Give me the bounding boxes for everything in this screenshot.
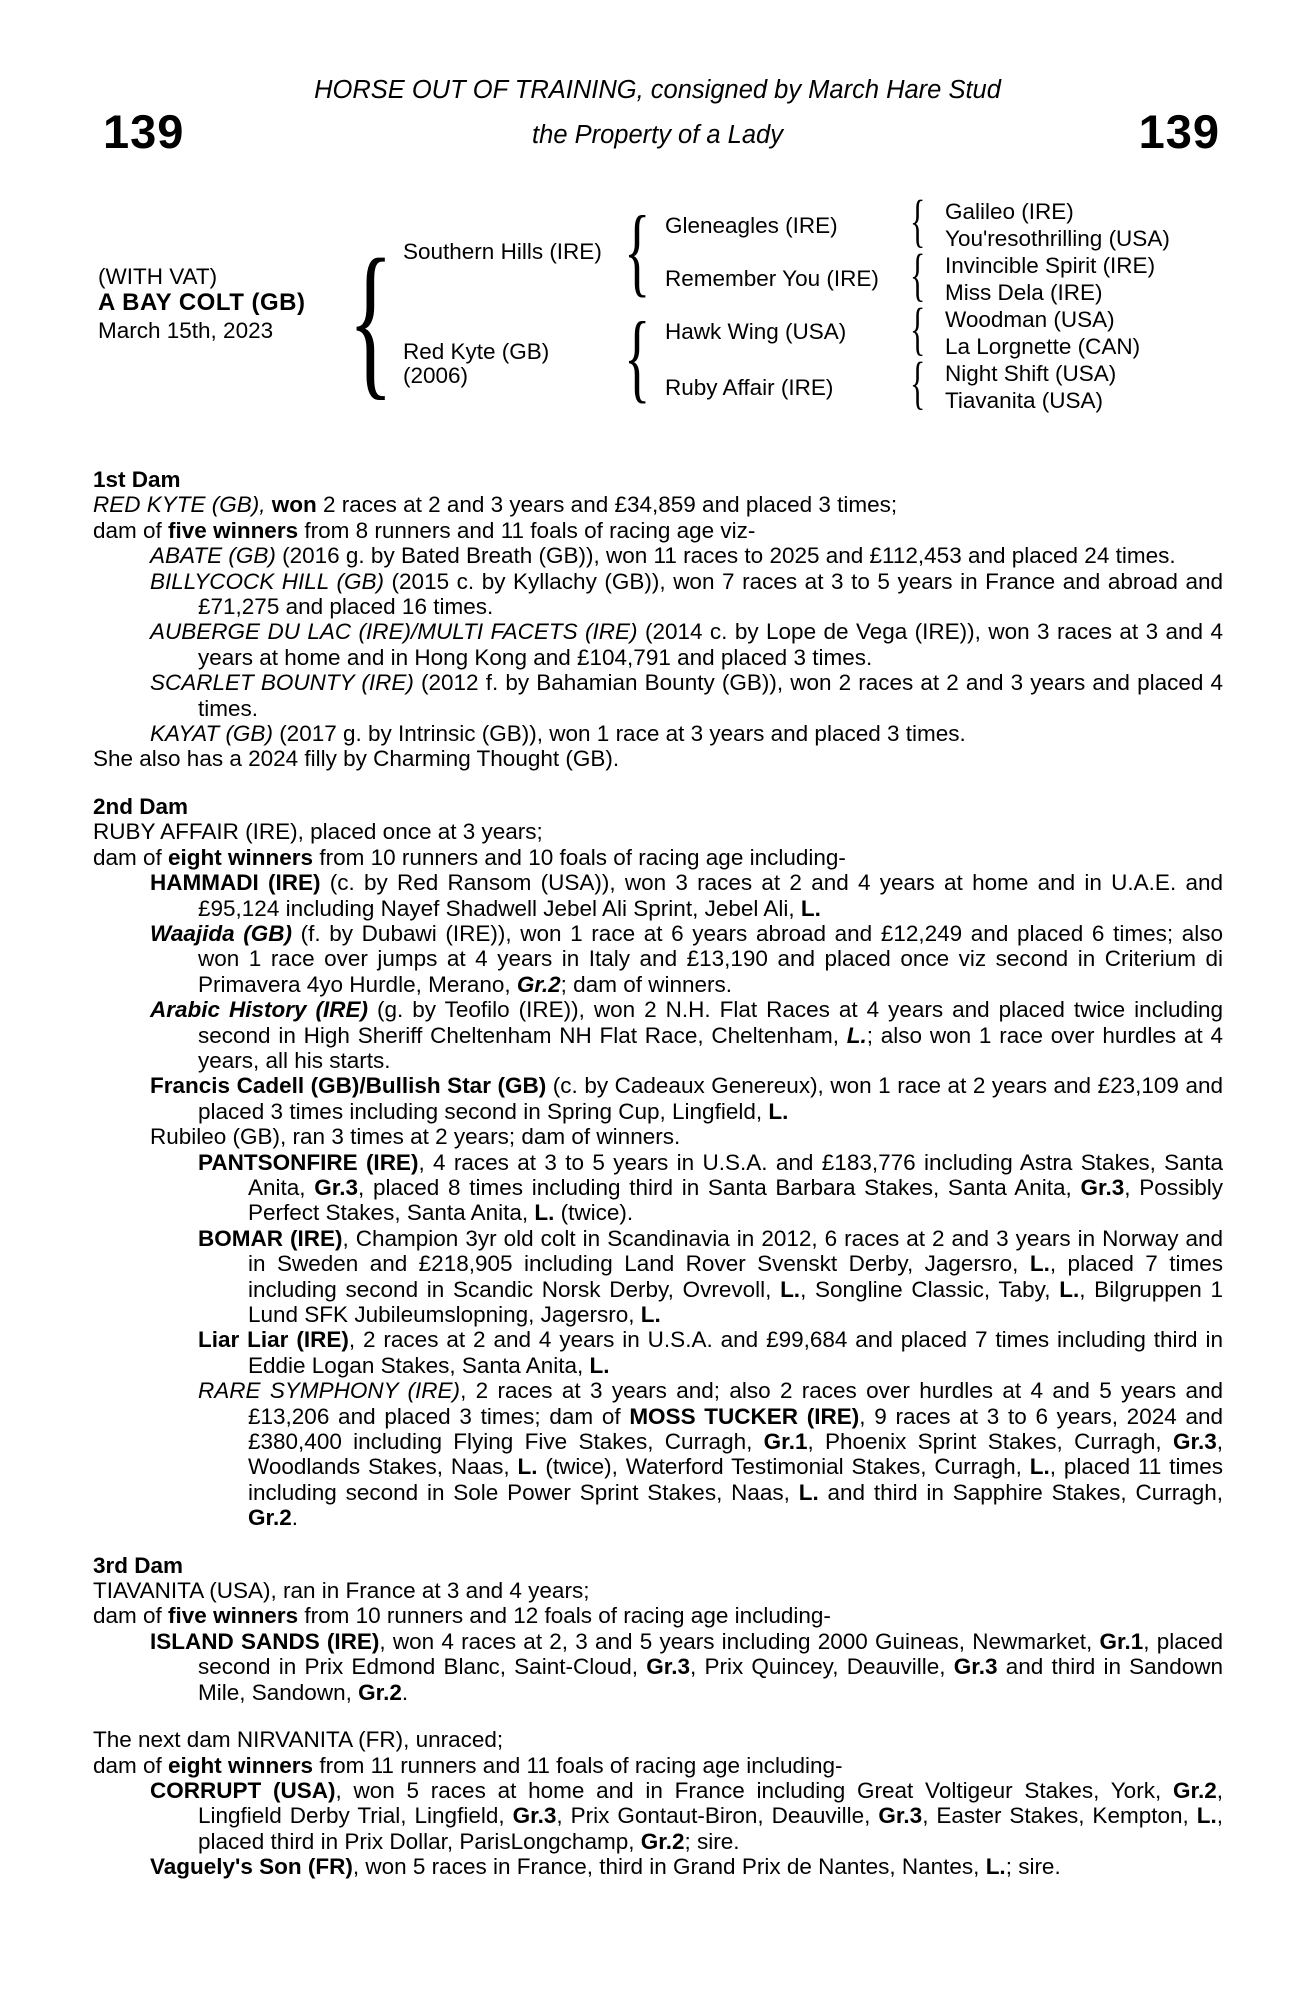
catalog-paragraph	[93, 1629, 1223, 1705]
plain-text: , 2 races at 2 and 4 years in U.S.A. and £99,684 and placed 7 times including third in Eddie Logan Stakes, Santa Anita,	[248, 1327, 1223, 1378]
plain-text: , placed 8 times including third in Santa Barbara Stakes, Santa Anita,	[358, 1174, 1081, 1200]
plain-text: (c. by Red Ransom (USA)), won 3 races at 2 and 4 years at home and in U.A.E. and £95,124 including Nayef Shadwell Jebel Ali Sprint, Jebel Ali,	[198, 870, 1223, 921]
plain-text: , Bilgruppen 1 Lund SFK Jubileumslopning, Jagersro,	[248, 1276, 1223, 1327]
plain-text: RUBY AFFAIR (IRE), placed once at 3 years;	[93, 819, 543, 845]
dam-name: Red Kyte (GB)	[403, 339, 550, 364]
plain-text: Rubileo (GB), ran 3 times at 2 years; dam of winners.	[150, 1124, 681, 1150]
great-grandparent-2: You'resothrilling (USA)	[945, 226, 1170, 251]
emphasized-text: L.	[640, 1302, 661, 1327]
emphasized-text: Arabic History (IRE)	[150, 997, 369, 1023]
emphasized-text: SCARLET BOUNTY (IRE)	[150, 670, 414, 696]
emphasized-text: Gr.1	[763, 1429, 808, 1455]
great-grandparent-3: Invincible Spirit (IRE)	[945, 253, 1156, 278]
catalog-paragraph	[93, 746, 1223, 771]
great-grandparent-1: Galileo (IRE)	[945, 199, 1074, 224]
sire-dam: Remember You (IRE)	[665, 266, 879, 291]
plain-text: and third in Sapphire Stakes, Curragh,	[818, 1479, 1223, 1505]
lot-number-right: 139	[1138, 105, 1220, 158]
plain-text: She also has a 2024 filly by Charming Thought (GB).	[93, 746, 620, 772]
plain-text: The next dam NIRVANITA (FR), unraced;	[93, 1727, 504, 1753]
emphasized-text: L.	[800, 895, 821, 921]
dam-section	[93, 1553, 1223, 1705]
plain-text: , 2 races at 3 years and; also 2 races over hurdles at 4 and 5 years and £13,206 and placed 3 times; dam of	[248, 1378, 1223, 1429]
pedigree-brace-main: {	[348, 225, 394, 415]
emphasized-text: Gr.1	[1099, 1628, 1144, 1654]
emphasized-text: BILLYCOCK HILL (GB)	[150, 568, 384, 594]
plain-text: (twice).	[554, 1200, 634, 1226]
catalog-paragraph	[93, 1124, 1223, 1149]
emphasized-text: Gr.3	[314, 1174, 359, 1200]
plain-text: (2012 f. by Bahamian Bounty (GB)), won 2 races at 2 and 3 years and placed 4 times.	[198, 670, 1224, 721]
emphasized-text: L.	[768, 1098, 789, 1124]
plain-text: , 9 races at 3 to 6 years, 2024 and £380,400 including Flying Five Stakes, Curragh,	[248, 1403, 1223, 1455]
plain-text: , placed third in Prix Dollar, ParisLongchamp,	[198, 1803, 1223, 1854]
catalog-paragraph	[93, 543, 1223, 568]
plain-text: (2016 g. by Bated Breath (GB)), won 11 races to 2025 and £112,453 and placed 24 times.	[275, 543, 1176, 569]
plain-text: ; sire.	[1005, 1854, 1061, 1880]
emphasized-text: Waajida (GB)	[150, 920, 292, 946]
plain-text: ; sire.	[684, 1828, 740, 1854]
plain-text: , Prix Gontaut-Biron, Deauville,	[556, 1803, 879, 1829]
emphasized-text: L.	[1059, 1276, 1080, 1302]
catalog-paragraph	[93, 1150, 1223, 1226]
emphasized-text: CORRUPT (USA)	[150, 1777, 336, 1803]
plain-text: .	[291, 1505, 299, 1531]
catalog-paragraph	[93, 670, 1223, 721]
plain-text: from 11 runners and 11 foals of racing age including-	[313, 1752, 843, 1778]
catalog-paragraph	[93, 1327, 1223, 1378]
emphasized-text: L.	[1029, 1454, 1050, 1480]
pedigree-brace-gg2: {	[910, 242, 926, 307]
plain-text: , Phoenix Sprint Stakes, Curragh,	[807, 1429, 1173, 1455]
plain-text: dam of	[93, 1752, 169, 1778]
emphasized-text: L.	[1196, 1803, 1217, 1829]
great-grandparent-5: Woodman (USA)	[945, 307, 1115, 332]
plain-text: , placed second in Prix Edmond Blanc, Saint-Cloud,	[198, 1628, 1223, 1680]
catalog-paragraph	[93, 1778, 1223, 1854]
emphasized-text: Gr.2	[248, 1505, 292, 1531]
catalog-paragraph	[93, 1753, 1223, 1778]
plain-text: from 10 runners and 10 foals of racing age including-	[313, 844, 846, 870]
emphasized-text: Gr.2	[516, 971, 561, 997]
emphasized-text: MOSS TUCKER (IRE)	[629, 1403, 860, 1429]
plain-text: (twice), Waterford Testimonial Stakes, Curragh,	[537, 1454, 1030, 1480]
plain-text: from 10 runners and 12 foals of racing age including-	[298, 1603, 831, 1629]
plain-text: , won 5 races at home and in France including Great Voltigeur Stakes, York,	[335, 1777, 1173, 1803]
catalog-paragraph	[93, 845, 1223, 870]
property-line: the Property of a Lady	[532, 121, 783, 149]
great-grandparent-8: Tiavanita (USA)	[945, 388, 1103, 413]
emphasized-text: eight winners	[168, 844, 314, 870]
plain-text: (c. by Cadeaux Genereux), won 1 race at 2 years and £23,109 and placed 3 times including second in Spring Cup, Lingfield,	[198, 1073, 1223, 1124]
catalog-paragraph	[93, 870, 1223, 921]
catalog-paragraph	[93, 1603, 1223, 1628]
vat-note: (WITH VAT)	[98, 264, 218, 289]
emphasized-text: BOMAR (IRE)	[198, 1225, 343, 1251]
great-grandparent-7: Night Shift (USA)	[945, 361, 1117, 386]
emphasized-text: five winners	[168, 1603, 299, 1629]
emphasized-text: RARE SYMPHONY (IRE)	[198, 1378, 461, 1404]
catalog-paragraph	[93, 492, 1223, 517]
plain-text: ; dam of winners.	[560, 971, 732, 997]
dam-dam: Ruby Affair (IRE)	[665, 375, 834, 400]
section-heading: 3rd Dam	[93, 1552, 184, 1578]
emphasized-text: L.	[846, 1022, 867, 1048]
plain-text: , Songline Classic, Taby,	[800, 1276, 1060, 1302]
emphasized-text: Vaguely's Son (FR)	[150, 1854, 353, 1880]
plain-text: TIAVANITA (USA), ran in France at 3 and 4 years;	[93, 1578, 590, 1604]
emphasized-text: L.	[1029, 1251, 1050, 1277]
catalog-paragraph	[93, 1226, 1223, 1328]
catalog-paragraph	[93, 721, 1223, 746]
emphasized-text: Liar Liar (IRE)	[198, 1327, 349, 1353]
plain-text: .	[401, 1679, 409, 1705]
plain-text: , placed 7 times including second in Scandic Norsk Derby, Ovrevoll,	[248, 1251, 1224, 1302]
lot-number-left: 139	[103, 105, 185, 158]
catalog-sections	[93, 467, 1223, 1880]
dam-section	[93, 794, 1223, 1531]
plain-text: , Woodlands Stakes, Naas,	[248, 1429, 1223, 1480]
emphasized-text: KAYAT (GB)	[150, 721, 273, 747]
pedigree-brace-gg1: {	[910, 188, 926, 253]
catalog-paragraph	[93, 819, 1223, 844]
section-heading: 1st Dam	[93, 467, 181, 492]
plain-text: , 4 races at 3 to 5 years in U.S.A. and £183,776 including Astra Stakes, Santa Anita,	[248, 1149, 1223, 1200]
dam-section	[93, 467, 1223, 772]
plain-text: (f. by Dubawi (IRE)), won 1 race at 6 years abroad and £12,249 and placed 6 times; also won 1 race over jumps at 4 years in Italy and £13,190 and placed once viz second in Criterium di Primavera 4yo Hurdle, Merano,	[198, 920, 1223, 997]
emphasized-text: five winners	[168, 517, 299, 543]
plain-text: from 8 runners and 11 foals of racing age viz-	[298, 517, 756, 543]
emphasized-text: Gr.3	[878, 1803, 923, 1829]
emphasized-text: Francis Cadell (GB)/Bullish Star (GB)	[150, 1073, 547, 1099]
sire-name: Southern Hills (IRE)	[403, 239, 602, 264]
catalog-paragraph	[93, 619, 1223, 670]
catalog-paragraph	[93, 1727, 1223, 1752]
plain-text: dam of	[93, 1603, 169, 1629]
pedigree-brace-dam: {	[624, 301, 651, 412]
plain-text: (2015 c. by Kyllachy (GB)), won 7 races at 3 to 5 years in France and abroad and £71,275 and placed 16 times.	[198, 568, 1223, 620]
catalog-paragraph	[93, 518, 1223, 543]
catalog-paragraph	[93, 1578, 1223, 1603]
emphasized-text: PANTSONFIRE (IRE)	[198, 1149, 419, 1175]
emphasized-text: Gr.3	[1080, 1174, 1125, 1200]
plain-text: , Lingfield Derby Trial, Lingfield,	[198, 1777, 1223, 1829]
plain-text: , Prix Quincey, Deauville,	[689, 1654, 954, 1680]
emphasized-text: Gr.2	[358, 1679, 402, 1705]
emphasized-text: RED KYTE (GB),	[93, 492, 272, 518]
emphasized-text: Gr.3	[953, 1654, 998, 1680]
plain-text: , Champion 3yr old colt in Scandinavia in 2012, 6 races at 2 and 3 years in Norway and in Sweden and £218,905 including Land Rover Svenskt Derby, Jagersro,	[248, 1225, 1223, 1277]
dam-year: (2006)	[403, 363, 469, 388]
plain-text: , Possibly Perfect Stakes, Santa Anita,	[248, 1174, 1223, 1226]
plain-text: (2014 c. by Lope de Vega (IRE)), won 3 races at 3 and 4 years at home and in Hong Kong and £104,791 and placed 3 times.	[198, 619, 1223, 670]
emphasized-text: Gr.2	[640, 1828, 685, 1854]
emphasized-text: AUBERGE DU LAC (IRE)/MULTI FACETS (IRE)	[150, 619, 638, 645]
emphasized-text: won	[271, 492, 317, 518]
catalog-paragraph	[93, 1073, 1223, 1124]
foaling-date: March 15th, 2023	[98, 318, 274, 343]
emphasized-text: HAMMADI (IRE)	[150, 870, 321, 896]
plain-text: , Easter Stakes, Kempton,	[922, 1803, 1197, 1829]
pedigree-tree	[0, 0, 1315, 470]
dam-sire: Hawk Wing (USA)	[665, 319, 847, 344]
catalog-paragraph	[93, 1854, 1223, 1879]
horse-name: A BAY COLT (GB)	[98, 289, 306, 316]
sire-sire: Gleneagles (IRE)	[665, 213, 838, 238]
plain-text: ; also won 1 race over hurdles at 4 years, all his starts.	[198, 1022, 1223, 1073]
great-grandparent-4: Miss Dela (IRE)	[945, 280, 1103, 305]
plain-text: (2017 g. by Intrinsic (GB)), won 1 race at 3 years and placed 3 times.	[272, 721, 966, 747]
emphasized-text: L.	[985, 1854, 1006, 1880]
plain-text: dam of	[93, 844, 169, 870]
emphasized-text: ABATE (GB)	[150, 543, 276, 569]
emphasized-text: Gr.2	[1172, 1777, 1217, 1803]
emphasized-text: Gr.3	[646, 1654, 690, 1680]
great-grandparent-6: La Lorgnette (CAN)	[945, 334, 1141, 359]
catalog-paragraph	[93, 921, 1223, 997]
catalog-paragraph	[93, 569, 1223, 620]
plain-text: , won 5 races in France, third in Grand Prix de Nantes, Nantes,	[352, 1854, 986, 1880]
plain-text: , placed 11 times including second in Sole Power Sprint Stakes, Naas,	[248, 1454, 1223, 1505]
emphasized-text: eight winners	[168, 1752, 314, 1778]
consignment-line: HORSE OUT OF TRAINING, consigned by March Hare Stud	[314, 76, 1001, 104]
emphasized-text: L.	[589, 1352, 610, 1378]
emphasized-text: L.	[780, 1276, 801, 1302]
plain-text: (g. by Teofilo (IRE)), won 2 N.H. Flat Races at 4 years and placed twice including second in High Sheriff Cheltenham NH Flat Race, Cheltenham,	[198, 997, 1223, 1048]
emphasized-text: Gr.3	[512, 1803, 557, 1829]
emphasized-text: L.	[534, 1200, 555, 1226]
pedigree-brace-sire: {	[624, 195, 651, 306]
dam-section	[93, 1727, 1223, 1879]
pedigree-brace-gg4: {	[910, 350, 926, 415]
catalog-paragraph	[93, 997, 1223, 1073]
catalog-paragraph	[93, 1378, 1223, 1530]
plain-text: , won 4 races at 2, 3 and 5 years including 2000 Guineas, Newmarket,	[379, 1628, 1100, 1654]
plain-text: and third in Sandown Mile, Sandown,	[198, 1654, 1223, 1705]
plain-text: dam of	[93, 517, 169, 543]
emphasized-text: L.	[517, 1454, 538, 1480]
emphasized-text: L.	[798, 1479, 819, 1505]
emphasized-text: Gr.3	[1172, 1429, 1217, 1455]
plain-text: 2 races at 2 and 3 years and £34,859 and placed 3 times;	[316, 492, 898, 518]
emphasized-text: ISLAND SANDS (IRE)	[150, 1628, 380, 1654]
pedigree-brace-gg3: {	[910, 296, 926, 361]
section-heading: 2nd Dam	[93, 793, 189, 819]
